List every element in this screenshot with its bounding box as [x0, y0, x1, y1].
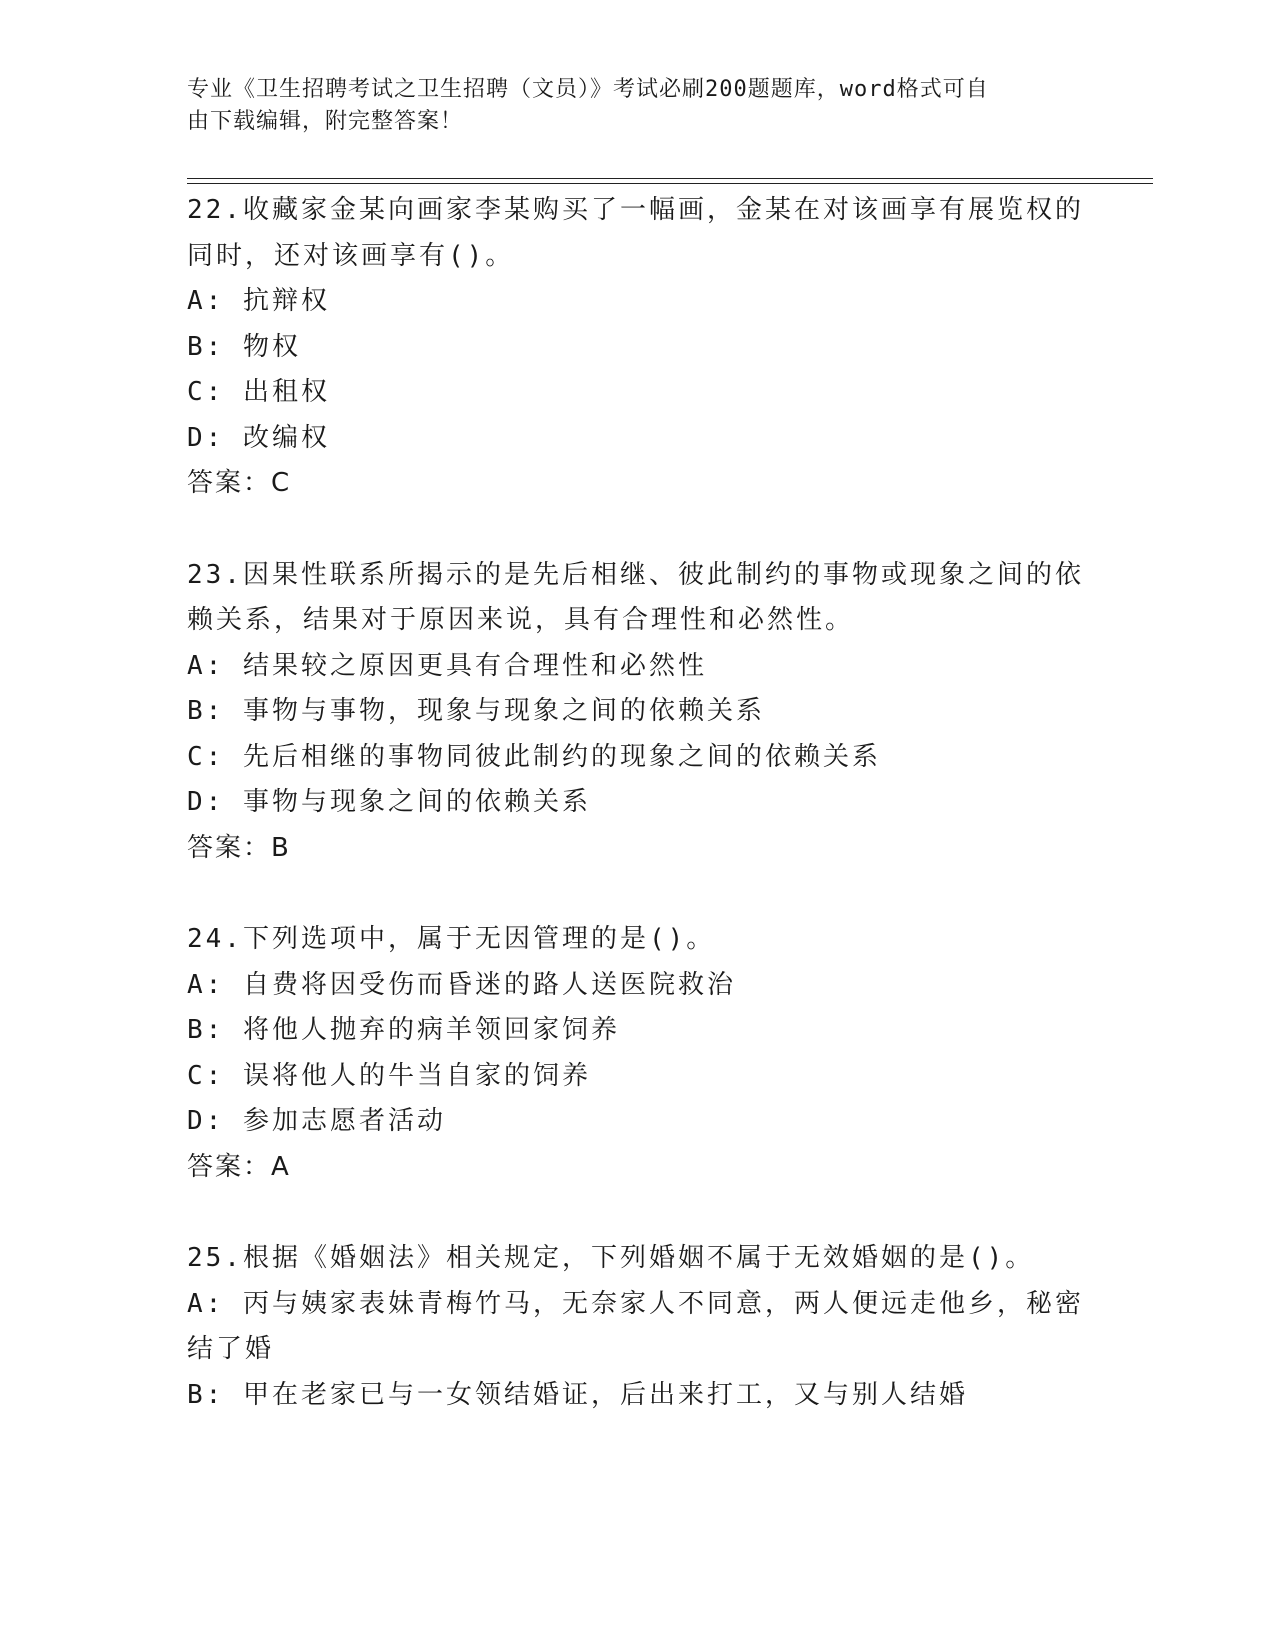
question-stem-line: 25.根据《婚姻法》相关规定，下列婚姻不属于无效婚姻的是()。 — [187, 1243, 1035, 1273]
header-line-2: 由下载编辑，附完整答案！ — [187, 109, 464, 134]
header-line-1: 专业《卫生招聘考试之卫生招聘（文员）》考试必刷200题题库，word格式可自 — [187, 77, 989, 102]
question-spacer — [187, 1190, 1087, 1236]
answer-option: D: 事物与现象之间的依赖关系 — [187, 787, 591, 817]
answer-option: D: 参加志愿者活动 — [187, 1106, 446, 1136]
answer-option: C: 误将他人的牛当自家的饲养 — [187, 1060, 591, 1091]
answer-key: 答案：C — [187, 468, 292, 498]
question-spacer — [187, 871, 1087, 917]
question-list — [187, 188, 1087, 1418]
answer-key: 答案：B — [187, 832, 291, 863]
question-stem-line: 赖关系，结果对于原因来说，具有合理性和必然性。 — [187, 605, 855, 635]
header-divider-top — [187, 178, 1153, 179]
question-stem-line: 同时，还对该画享有()。 — [187, 240, 515, 271]
question-block — [187, 553, 1087, 872]
answer-option: C: 先后相继的事物同彼此制约的现象之间的依赖关系 — [187, 741, 881, 772]
question-stem-line: 24.下列选项中，属于无因管理的是()。 — [187, 924, 716, 954]
header-divider-bottom — [187, 183, 1153, 184]
answer-option: A: 自费将因受伤而昏迷的路人送医院救治 — [187, 969, 736, 1000]
answer-option: D: 改编权 — [187, 422, 330, 453]
question-stem-line: 23.因果性联系所揭示的是先后相继、彼此制约的事物或现象之间的依 — [187, 559, 1084, 590]
question-spacer — [187, 507, 1087, 553]
question-block — [187, 188, 1087, 507]
answer-key: 答案：A — [187, 1151, 291, 1182]
answer-option: C: 出租权 — [187, 377, 330, 407]
answer-option: B: 事物与事物，现象与现象之间的依赖关系 — [187, 696, 765, 726]
answer-option: B: 将他人抛弃的病羊领回家饲养 — [187, 1015, 620, 1045]
answer-option: A: 抗辩权 — [187, 286, 330, 316]
question-stem-line: 22.收藏家金某向画家李某购买了一幅画，金某在对该画享有展览权的 — [187, 195, 1084, 225]
document-header — [187, 74, 1067, 138]
answer-option: A: 结果较之原因更具有合理性和必然性 — [187, 650, 707, 681]
answer-option: B: 物权 — [187, 331, 301, 362]
question-block — [187, 917, 1087, 1190]
answer-option: A: 丙与姨家表妹青梅竹马，无奈家人不同意，两人便远走他乡，秘密 — [187, 1288, 1084, 1319]
answer-option: B: 甲在老家已与一女领结婚证，后出来打工，又与别人结婚 — [187, 1379, 968, 1410]
answer-option: 结了婚 — [187, 1334, 275, 1364]
question-block — [187, 1236, 1087, 1418]
